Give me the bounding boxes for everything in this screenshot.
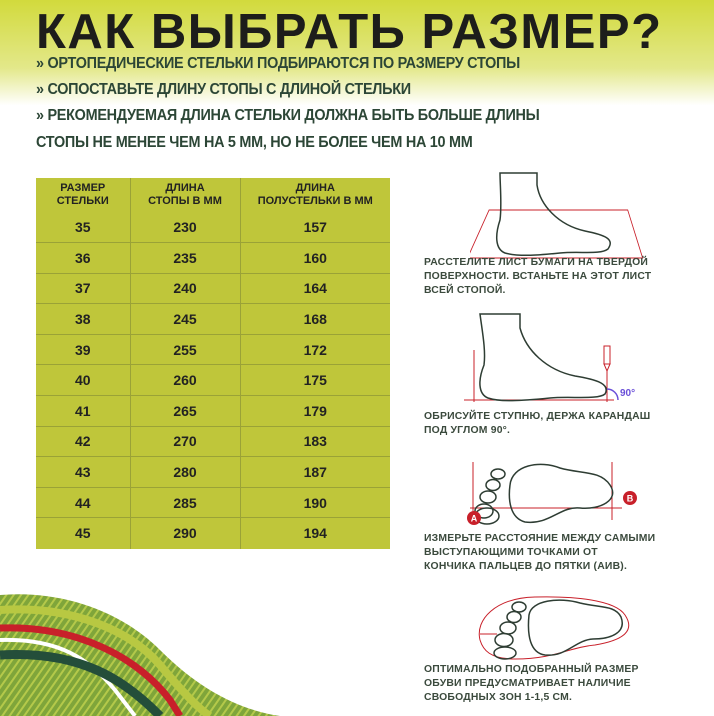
footprint-in-shoe-icon [475, 595, 635, 665]
caption-line: ПОВЕРХНОСТИ. ВСТАНЬТЕ НА ЭТОТ ЛИСТ [424, 271, 652, 282]
table-cell: 43 [36, 457, 130, 488]
header-line: ПОЛУСТЕЛЬКИ В ММ [257, 195, 373, 207]
table-cell: 290 [130, 518, 240, 549]
bullet-2: » СОПОСТАВЬТЕ ДЛИНУ СТОПЫ С ДЛИНОЙ СТЕЛЬКИ [36, 81, 411, 98]
foot-on-paper-icon [470, 165, 650, 260]
table-cell: 39 [36, 334, 130, 365]
column-header [130, 178, 240, 212]
table-cell: 280 [130, 457, 240, 488]
table-row [36, 243, 390, 274]
foot-outline-pencil-icon [460, 310, 640, 406]
table-row [36, 396, 390, 427]
table-cell: 270 [130, 426, 240, 457]
column-header [36, 178, 130, 212]
table-cell: 183 [240, 426, 390, 457]
table-cell: 157 [240, 212, 390, 243]
header-line: СТЕЛЬКИ [56, 195, 109, 207]
table-cell: 172 [240, 334, 390, 365]
table-cell: 255 [130, 334, 240, 365]
bullet-1: » ОРТОПЕДИЧЕСКИЕ СТЕЛЬКИ ПОДБИРАЮТСЯ ПО РАЗМЕРУ СТОПЫ [36, 55, 520, 72]
size-table [36, 178, 390, 549]
table-cell: 37 [36, 273, 130, 304]
table-cell: 38 [36, 304, 130, 335]
table-cell: 245 [130, 304, 240, 335]
table-cell: 179 [240, 396, 390, 427]
table-row [36, 212, 390, 243]
footprint-measure-icon [460, 460, 640, 530]
header-line: ДЛИНА [295, 182, 335, 194]
header-line: СТОПЫ В ММ [148, 195, 222, 207]
caption-line: СВОБОДНЫХ ЗОН 1-1,5 СМ. [424, 692, 573, 703]
table-cell: 164 [240, 273, 390, 304]
point-a-label: A [470, 513, 478, 524]
table-row [36, 518, 390, 549]
caption-line: ОБРИСУЙТЕ СТУПНЮ, ДЕРЖА КАРАНДАШ [424, 411, 651, 422]
step-1-caption [424, 256, 651, 298]
table-cell: 41 [36, 396, 130, 427]
bullet-3-cont: СТОПЫ НЕ МЕНЕЕ ЧЕМ НА 5 ММ, НО НЕ БОЛЕЕ ЧЕМ НА 10 ММ [36, 134, 473, 151]
table-cell: 36 [36, 243, 130, 274]
table-cell: 42 [36, 426, 130, 457]
table-cell: 44 [36, 487, 130, 518]
table-cell: 175 [240, 365, 390, 396]
caption-line: КОНЧИКА ПАЛЬЦЕВ ДО ПЯТКИ (АИВ). [424, 561, 628, 572]
caption-line: ВЫСТУПАЮЩИМИ ТОЧКАМИ ОТ [424, 547, 598, 558]
table-row [36, 365, 390, 396]
table-row [36, 273, 390, 304]
step-4-caption [424, 663, 639, 705]
caption-line: ОПТИМАЛЬНО ПОДОБРАННЫЙ РАЗМЕР [424, 664, 639, 675]
step-2-caption [424, 410, 650, 438]
table-cell: 168 [240, 304, 390, 335]
header-line: ДЛИНА [165, 182, 205, 194]
table-row [36, 304, 390, 335]
table-cell: 160 [240, 243, 390, 274]
point-b-label: B [626, 493, 634, 504]
caption-line: ПОД УГЛОМ 90°. [424, 425, 511, 436]
table-cell: 285 [130, 487, 240, 518]
table-cell: 40 [36, 365, 130, 396]
caption-line: РАССТЕЛИТЕ ЛИСТ БУМАГИ НА ТВЕРДОЙ [424, 257, 649, 268]
table-cell: 194 [240, 518, 390, 549]
table-cell: 260 [130, 365, 240, 396]
header-line: РАЗМЕР [60, 182, 106, 194]
table-cell: 235 [130, 243, 240, 274]
insole-decoration [0, 550, 290, 716]
table-row [36, 487, 390, 518]
table-cell: 35 [36, 212, 130, 243]
table-cell: 265 [130, 396, 240, 427]
table-cell: 45 [36, 518, 130, 549]
table-cell: 230 [130, 212, 240, 243]
column-header [240, 178, 390, 212]
page-title: КАК ВЫБРАТЬ РАЗМЕР? [36, 5, 663, 59]
table-row [36, 457, 390, 488]
table-cell: 187 [240, 457, 390, 488]
table-row [36, 426, 390, 457]
table-cell: 190 [240, 487, 390, 518]
table-row [36, 334, 390, 365]
step-3-caption [424, 532, 655, 574]
caption-line: ВСЕЙ СТОПОЙ. [424, 285, 506, 296]
bullet-3: » РЕКОМЕНДУЕМАЯ ДЛИНА СТЕЛЬКИ ДОЛЖНА БЫТЬ БОЛЬШЕ ДЛИНЫ [36, 107, 540, 124]
table-cell: 240 [130, 273, 240, 304]
caption-line: ОБУВИ ПРЕДУСМАТРИВАЕТ НАЛИЧИЕ [424, 678, 631, 689]
caption-line: ИЗМЕРЬТЕ РАССТОЯНИЕ МЕЖДУ САМЫМИ [424, 533, 656, 544]
angle-label: 90° [620, 388, 636, 399]
